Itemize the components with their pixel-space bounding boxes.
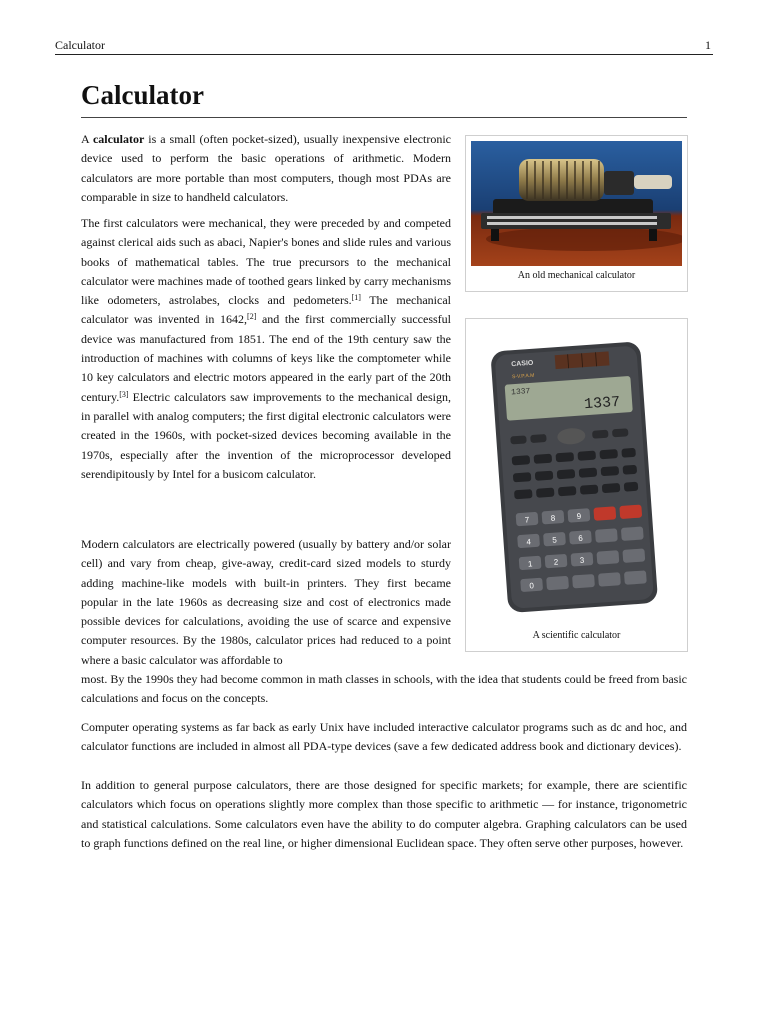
history-paragraph: The first calculators were mechanical, they were preceded by and competed against clerical aids such as abaci, Napier's bones and slide rules and various books of mathematical tables. The true precursors to the mechanical calculator were machines made of toothed gears linked by carry mechanisms like odometers, astrolabes, clocks and pedometers.[1] The mechanical calculator was invented in 1642,[2] and the first commercially successful device was manufactured from 1851. The end of the 19th century saw the introduction of machines with columns of keys like the comptometer while 10 key calculators and electric motors appeared in the early part of the 20th century.[3] Electric calculators saw improvements to the mechanical design, in parallel with analog computers; the first digital electronic calculators were created in the 1960s, with pocket-sized devices becoming available in the 1970s, especially after the invention of the microprocessor developed serendipitously by Intel for a busicom calculator. (81, 216, 452, 481)
svg-text:0: 0 (529, 581, 535, 591)
running-header-title: Calculator (55, 38, 105, 52)
calculator-model: S-V.P.A.M (511, 372, 535, 381)
citation-1[interactable]: [1] (351, 293, 361, 303)
svg-text:7: 7 (524, 515, 530, 525)
modern-paragraph-continued: most. By the 1990s they had become common in math classes in schools, with the idea that students could be freed from basic calculations and focus on the concepts. (81, 672, 687, 706)
svg-text:4: 4 (526, 537, 532, 547)
intro-paragraph: A calculator is a small (often pocket-sized), usually inexpensive electronic device used to perform the basic operations of arithmetic. Modern calculators are more portable than most computers, though most PDAs are comparable in size to handheld calculators. (81, 132, 451, 204)
svg-text:3: 3 (579, 555, 585, 565)
mechanical-calculator-figure (465, 135, 688, 292)
mechanical-calculator-caption: An old mechanical calculator (517, 270, 636, 281)
modern-paragraph: Modern calculators are electrically powered (usually by battery and/or solar cell) and vary from cheap, give-away, credit-card sized models to sturdy adding machine-like models with built-in printers. They first became popular in the late 1960s as decreasing size and cost of electronics made possible devices for calculations, avoiding the use of scarce and expensive computer resources. By the 1980s, calculator prices had reduced to a point where a basic calculator was affordable to (81, 537, 451, 667)
running-header (55, 38, 713, 55)
page-number: 1 (705, 38, 711, 52)
svg-text:8: 8 (550, 513, 556, 523)
scientific-calculator-photo (471, 324, 682, 624)
svg-text:6: 6 (577, 533, 584, 543)
page-title: Calculator (81, 78, 687, 118)
scientific-calculator-caption: A scientific calculator (532, 630, 621, 641)
citation-2[interactable]: [2] (247, 312, 257, 322)
operating-systems-paragraph: Computer operating systems as far back as early Unix have included interactive calculator programs such as dc and hoc, and calculator functions are included in almost all PDA-type devices (save a few dedicated address book and dictionary devices). (81, 720, 687, 754)
specific-markets-paragraph: In addition to general purpose calculators, there are those designed for specific markets; for example, there are scientific calculators which focus on operations slightly more complex than those specific to arithmetic — for instance, trigonometric and statistical calculations. Some calculators even have the ability to do computer algebra. Graphing calculators can be used to graph functions defined on the real line, or higher dimensional Euclidean space. They often serve other purposes, however. (81, 778, 687, 850)
display-top: 1337 (510, 386, 531, 398)
svg-text:5: 5 (552, 535, 558, 545)
svg-text:1: 1 (527, 559, 533, 569)
citation-3[interactable]: [3] (119, 389, 129, 399)
calculator-term: calculator (92, 132, 145, 146)
mechanical-calculator-photo (471, 141, 682, 266)
scientific-calculator-figure (465, 318, 688, 652)
display-main: 1337 (583, 393, 621, 414)
calculator-brand: CASIO (510, 359, 534, 369)
svg-text:9: 9 (576, 511, 582, 522)
svg-text:2: 2 (553, 557, 559, 567)
